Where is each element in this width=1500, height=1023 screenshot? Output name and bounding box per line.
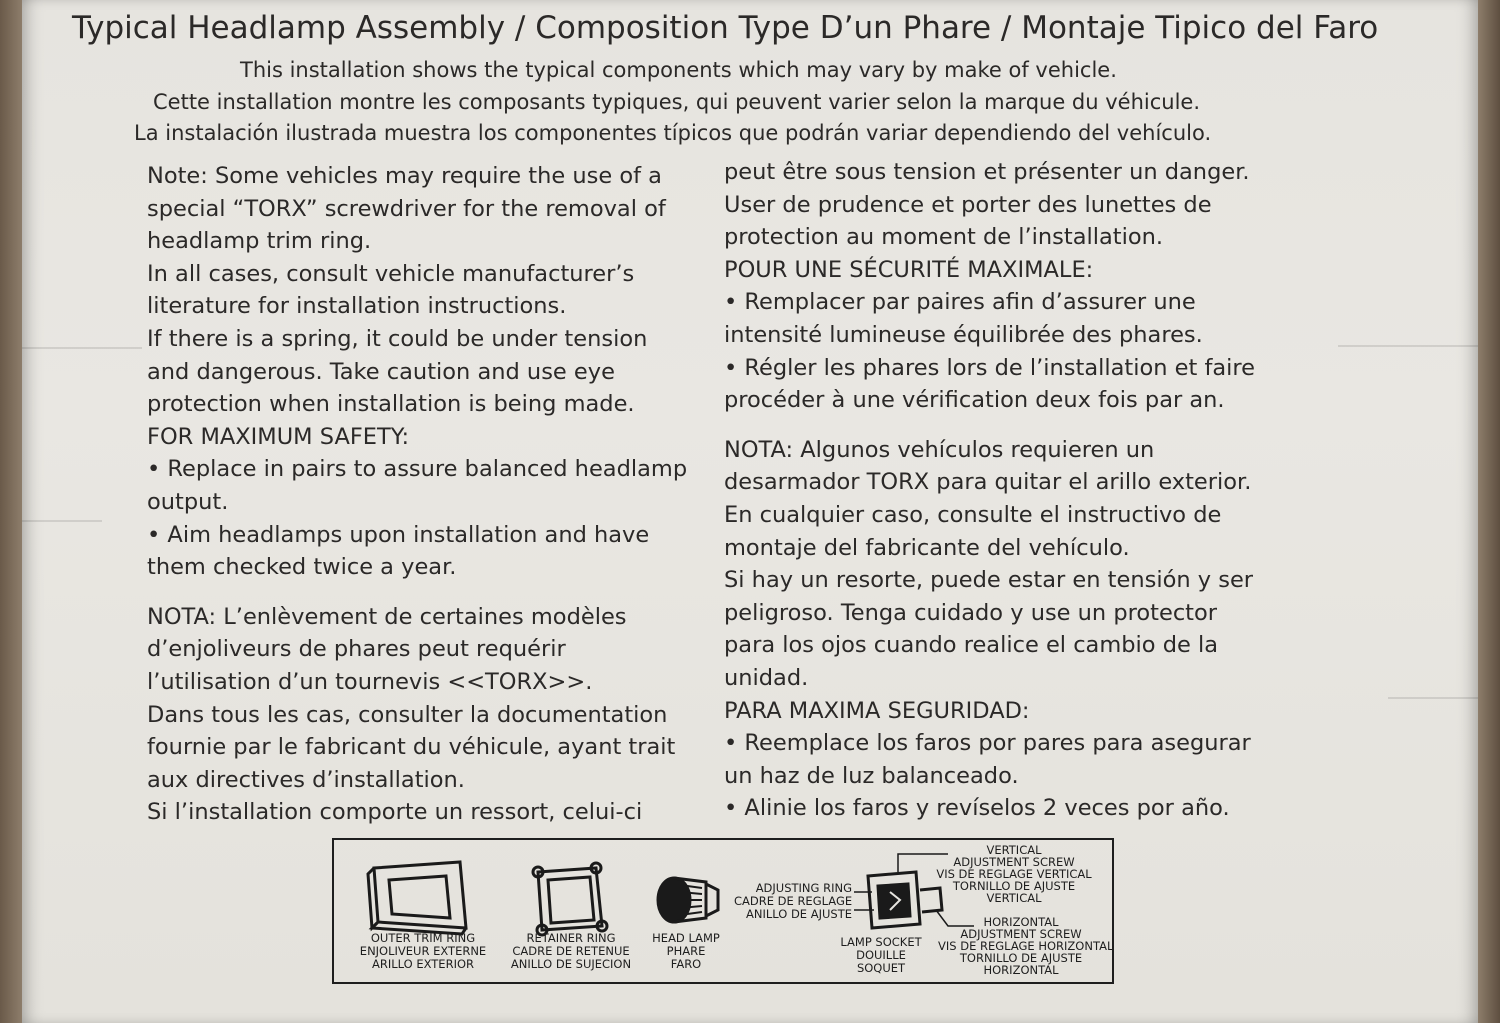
text-line: special “TORX” screwdriver for the removal of [147, 195, 666, 222]
text-line: un haz de luz balanceado. [724, 762, 1019, 789]
text-line: En cualquier caso, consulte el instructivo de [724, 501, 1222, 528]
crease-right-upper [1338, 345, 1478, 347]
text-line: Si hay un resorte, puede estar en tensión y ser [724, 567, 1254, 594]
box-edge-left [0, 0, 22, 1023]
text-line: Dans tous les cas, consulter la documentation [147, 701, 668, 728]
text-line: desarmador TORX para quitar el arillo exterior. [724, 469, 1252, 496]
text-line: unidad. [724, 664, 809, 691]
text-line: peligroso. Tenga cuidado y use un protector [724, 599, 1218, 626]
text-line: headlamp trim ring. [147, 228, 372, 255]
text-line: literature for installation instructions. [147, 293, 567, 320]
text-line: • Replace in pairs to assure balanced headlamp [147, 456, 688, 483]
assembly-diagram [332, 838, 1114, 984]
text-line: • Remplacer par paires afin d’assurer une [724, 289, 1196, 316]
text-line: protection when installation is being made. [147, 391, 635, 418]
text-line: protection au moment de l’installation. [724, 224, 1164, 251]
page-title: Typical Headlamp Assembly / Composition Type D’un Phare / Montaje Tipico del Faro [72, 10, 1379, 46]
text-line: aux directives d’installation. [147, 766, 465, 793]
crease-left-upper [22, 347, 142, 349]
text-line: l’utilisation d’un tournevis <<TORX>>. [147, 668, 593, 695]
outer-trim-ring-label: OUTER TRIM RING ENJOLIVEUR EXTERNE ARILLO EXTERIOR [359, 931, 487, 971]
text-line: • Reemplace los faros por pares para asegurar [724, 730, 1251, 757]
left-column [147, 160, 687, 829]
text-line: NOTA: L’enlèvement de certaines modèles [147, 603, 627, 630]
retainer-ring-icon [533, 863, 607, 935]
text-line: procéder à une vérification deux fois par an. [724, 387, 1225, 414]
crease-right-lower [1388, 697, 1478, 699]
adjusting-ring-label: ADJUSTING RING CADRE DE REGLAGE ANILLO DE AJUSTE [734, 881, 853, 921]
text-line: • Aim headlamps upon installation and have [147, 521, 650, 548]
text-line: fournie par le fabricant du véhicule, ayant trait [147, 734, 676, 761]
safety-heading: FOR MAXIMUM SAFETY: [147, 423, 410, 450]
subtitle-english: This installation shows the typical components which may vary by make of vehicle. [240, 58, 1117, 82]
text-line: and dangerous. Take caution and use eye [147, 358, 615, 385]
text-line: Si l’installation comporte un ressort, celui-ci [147, 799, 643, 826]
text-line: In all cases, consult vehicle manufacturer’s [147, 260, 635, 287]
lamp-socket-label: LAMP SOCKET DOUILLE SOQUET [840, 935, 922, 975]
subtitle-french: Cette installation montre les composants typiques, qui peuvent varier selon la marque du véhicule. [153, 90, 1201, 114]
text-line: output. [147, 488, 229, 515]
right-column [724, 156, 1255, 825]
box-edge-right [1478, 0, 1500, 1023]
head-lamp-icon [658, 878, 718, 922]
subtitle-spanish: La instalación ilustrada muestra los componentes típicos que podrán variar dependiendo del vehículo. [134, 121, 1212, 145]
head-lamp-label: HEAD LAMP PHARE FARO [652, 931, 720, 971]
horizontal-screw-label: HORIZONTAL ADJUSTMENT SCREW VIS DE REGLAGE HORIZONTAL TORNILLO DE AJUSTE HORIZONTAL [938, 915, 1114, 977]
text-line: • Régler les phares lors de l’installation et faire [724, 354, 1256, 381]
text-line: peut être sous tension et présenter un danger. [724, 159, 1250, 185]
lamp-socket-icon [868, 872, 942, 928]
safety-heading: PARA MAXIMA SEGURIDAD: [724, 697, 1030, 724]
retainer-ring-label: RETAINER RING CADRE DE RETENUE ANILLO DE SUJECION [510, 931, 632, 971]
text-line: intensité lumineuse équilibrée des phares. [724, 321, 1203, 348]
crease-left-middle [22, 520, 102, 522]
text-line: montaje del fabricante del vehículo. [724, 534, 1130, 561]
text-line: User de prudence et porter des lunettes de [724, 191, 1212, 218]
text-line: para los ojos cuando realice el cambio de la [724, 632, 1219, 659]
text-line: Note: Some vehicles may require the use of a [147, 163, 662, 189]
text-line: NOTA: Algunos vehículos requieren un [724, 436, 1155, 463]
outer-trim-ring-icon [368, 862, 466, 934]
text-line: • Alinie los faros y revíselos 2 veces por año. [724, 795, 1230, 822]
text-line: them checked twice a year. [147, 554, 457, 581]
text-line: d’enjoliveurs de phares peut requérir [147, 636, 566, 663]
text-line: If there is a spring, it could be under tension [147, 325, 648, 352]
vertical-screw-label: VERTICAL ADJUSTMENT SCREW VIS DE REGLAGE VERTICAL TORNILLO DE AJUSTE VERTICAL [936, 843, 1092, 905]
safety-heading: POUR UNE SÉCURITÉ MAXIMALE: [724, 256, 1094, 283]
